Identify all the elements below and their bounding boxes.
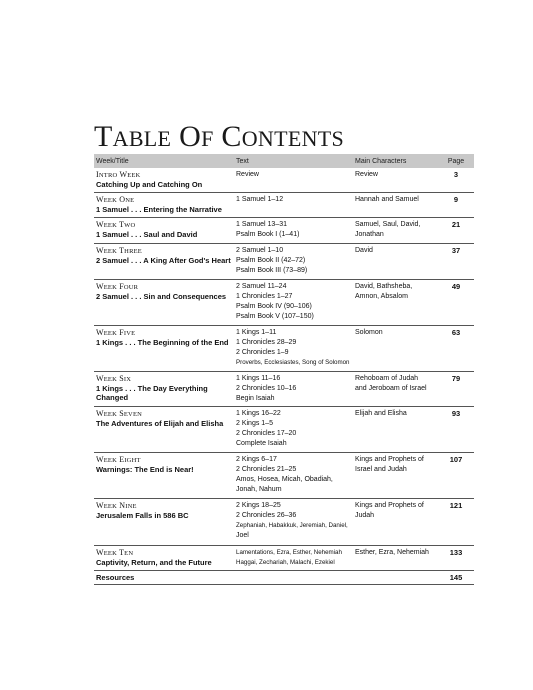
week-label: WEEK TWO xyxy=(96,220,136,229)
week-title: 2 Samuel . . . Sin and Consequences xyxy=(96,292,227,301)
text-line: 1 Kings 1–11 xyxy=(236,329,277,336)
text-cell xyxy=(236,548,355,570)
character-line: Kings and Prophets of xyxy=(355,502,424,509)
page-number: 145 xyxy=(449,573,463,582)
table-body xyxy=(94,168,474,585)
table-row xyxy=(94,372,474,407)
characters-cell xyxy=(355,170,438,192)
text-line: 2 Chronicles 21–25 xyxy=(236,466,297,473)
characters-cell xyxy=(355,501,438,545)
text-line: Proverbs, Ecclesiastes, Song of Solomon xyxy=(236,359,350,366)
text-line: 2 Chronicles 26–36 xyxy=(236,512,297,519)
character-line: David, Bathsheba, xyxy=(355,283,413,290)
characters-cell xyxy=(355,328,438,371)
week-label: WEEK SIX xyxy=(96,374,132,383)
text-cell xyxy=(236,328,355,371)
table-row xyxy=(94,280,474,326)
table-row xyxy=(94,571,474,585)
character-line: Israel and Judah xyxy=(355,466,407,473)
text-cell xyxy=(236,573,355,584)
text-line: Psalm Book V (107–150) xyxy=(236,313,314,320)
week-title: The Adventures of Elijah and Elisha xyxy=(96,419,224,428)
week-title: Resources xyxy=(96,573,135,582)
week-title: 1 Samuel . . . Saul and David xyxy=(96,230,198,239)
table-row xyxy=(94,218,474,244)
text-line: 1 Chronicles 28–29 xyxy=(236,339,297,346)
text-cell xyxy=(236,170,355,192)
text-line: Haggai, Zechariah, Malachi, Ezekiel xyxy=(236,559,335,566)
week-cell xyxy=(94,374,236,406)
character-line: Review xyxy=(355,171,378,178)
week-cell xyxy=(94,170,236,192)
page-number: 107 xyxy=(449,455,463,464)
character-line: Samuel, Saul, David, xyxy=(355,221,421,228)
characters-cell xyxy=(355,282,438,325)
text-line: 2 Chronicles 1–9 xyxy=(236,349,289,356)
week-title: Jerusalem Falls in 586 BC xyxy=(96,511,189,520)
character-line: David xyxy=(355,247,373,254)
text-cell xyxy=(236,220,355,243)
page-number: 121 xyxy=(449,501,463,510)
page-number: 21 xyxy=(451,220,461,229)
week-cell xyxy=(94,501,236,545)
table-row xyxy=(94,453,474,499)
week-label: WEEK NINE xyxy=(96,501,137,510)
text-cell xyxy=(236,409,355,452)
week-title: 1 Kings . . . The Beginning of the End xyxy=(96,338,229,347)
text-line: Begin Isaiah xyxy=(236,395,275,402)
page-number: 79 xyxy=(451,374,461,383)
week-cell xyxy=(94,282,236,325)
text-line: 2 Chronicles 17–20 xyxy=(236,430,297,437)
table-row xyxy=(94,546,474,571)
page-number: 3 xyxy=(453,170,459,179)
week-label: WEEK FOUR xyxy=(96,282,139,291)
text-line: Amos, Hosea, Micah, Obadiah, xyxy=(236,476,333,483)
text-line: 2 Kings 18–25 xyxy=(236,502,281,509)
table-header xyxy=(94,154,474,168)
week-title: Captivity, Return, and the Future xyxy=(96,558,212,567)
table-row xyxy=(94,326,474,372)
text-line: Complete Isaiah xyxy=(236,440,287,447)
week-cell xyxy=(94,409,236,452)
week-title: Catching Up and Catching On xyxy=(96,180,203,189)
character-line: and Jeroboam of Israel xyxy=(355,385,427,392)
week-label: WEEK EIGHT xyxy=(96,455,141,464)
text-line: Review xyxy=(236,171,259,178)
text-cell xyxy=(236,246,355,279)
page-number: 9 xyxy=(453,195,459,204)
character-line: Elijah and Elisha xyxy=(355,410,407,417)
page-title: TABLE OF CONTENTS xyxy=(94,120,345,153)
text-line: Psalm Book I (1–41) xyxy=(236,231,300,238)
header-week: Week/Title xyxy=(96,157,129,165)
text-line: Joel xyxy=(236,532,249,539)
header-text: Text xyxy=(236,157,249,165)
header-characters: Main Characters xyxy=(355,157,407,165)
character-line: Solomon xyxy=(355,329,383,336)
header-page: Page xyxy=(447,157,465,165)
page-number: 133 xyxy=(449,548,463,557)
text-line: Jonah, Nahum xyxy=(236,486,282,493)
week-label: WEEK TEN xyxy=(96,548,134,557)
characters-cell xyxy=(355,195,438,217)
text-line: Lamentations, Ezra, Esther, Nehemiah xyxy=(236,549,342,556)
week-cell xyxy=(94,455,236,498)
table-row xyxy=(94,407,474,453)
page-number: 37 xyxy=(451,246,461,255)
page-number: 63 xyxy=(451,328,461,337)
text-line: 2 Samuel 1–10 xyxy=(236,247,284,254)
week-label: WEEK ONE xyxy=(96,195,135,204)
week-cell xyxy=(94,548,236,570)
text-line: 2 Samuel 11–24 xyxy=(236,283,287,290)
text-line: 1 Chronicles 1–27 xyxy=(236,293,293,300)
table-row xyxy=(94,168,474,193)
table-of-contents xyxy=(94,154,474,585)
week-label: INTRO WEEK xyxy=(96,170,141,179)
text-line: 1 Samuel 1–12 xyxy=(236,196,284,203)
character-line: Esther, Ezra, Nehemiah xyxy=(355,549,429,556)
week-title: 1 Kings . . . The Day Everything Changed xyxy=(96,384,208,402)
week-label: WEEK SEVEN xyxy=(96,409,143,418)
week-cell xyxy=(94,573,236,584)
characters-cell xyxy=(355,409,438,452)
week-title: 2 Samuel . . . A King After God's Heart xyxy=(96,256,231,265)
characters-cell xyxy=(355,220,438,243)
page-number: 93 xyxy=(451,409,461,418)
table-row xyxy=(94,499,474,546)
text-cell xyxy=(236,374,355,406)
character-line: Kings and Prophets of xyxy=(355,456,424,463)
text-line: 2 Chronicles 10–16 xyxy=(236,385,297,392)
characters-cell xyxy=(355,573,438,584)
character-line: Amnon, Absalom xyxy=(355,293,408,300)
text-line: 1 Samuel 13–31 xyxy=(236,221,287,228)
characters-cell xyxy=(355,374,438,406)
character-line: Rehoboam of Judah xyxy=(355,375,419,382)
text-cell xyxy=(236,501,355,545)
week-label: WEEK FIVE xyxy=(96,328,136,337)
table-row xyxy=(94,244,474,280)
text-line: Zephaniah, Habakkuk, Jeremiah, Daniel, xyxy=(236,522,348,529)
text-line: Psalm Book II (42–72) xyxy=(236,257,306,264)
week-cell xyxy=(94,246,236,279)
week-label: WEEK THREE xyxy=(96,246,142,255)
text-line: 1 Kings 11–16 xyxy=(236,375,281,382)
week-cell xyxy=(94,195,236,217)
table-row xyxy=(94,193,474,218)
week-cell xyxy=(94,220,236,243)
text-cell xyxy=(236,282,355,325)
week-title: 1 Samuel . . . Entering the Narrative xyxy=(96,205,222,214)
character-line: Hannah and Samuel xyxy=(355,196,419,203)
characters-cell xyxy=(355,455,438,498)
text-line: Psalm Book IV (90–106) xyxy=(236,303,312,310)
text-cell xyxy=(236,195,355,217)
week-title: Warnings: The End is Near! xyxy=(96,465,194,474)
character-line: Jonathan xyxy=(355,231,384,238)
characters-cell xyxy=(355,246,438,279)
characters-cell xyxy=(355,548,438,570)
character-line: Judah xyxy=(355,512,375,519)
page-number: 49 xyxy=(451,282,461,291)
text-line: 1 Kings 16–22 xyxy=(236,410,281,417)
text-cell xyxy=(236,455,355,498)
text-line: 2 Kings 6–17 xyxy=(236,456,277,463)
text-line: Psalm Book III (73–89) xyxy=(236,267,308,274)
text-line: 2 Kings 1–5 xyxy=(236,420,273,427)
week-cell xyxy=(94,328,236,371)
